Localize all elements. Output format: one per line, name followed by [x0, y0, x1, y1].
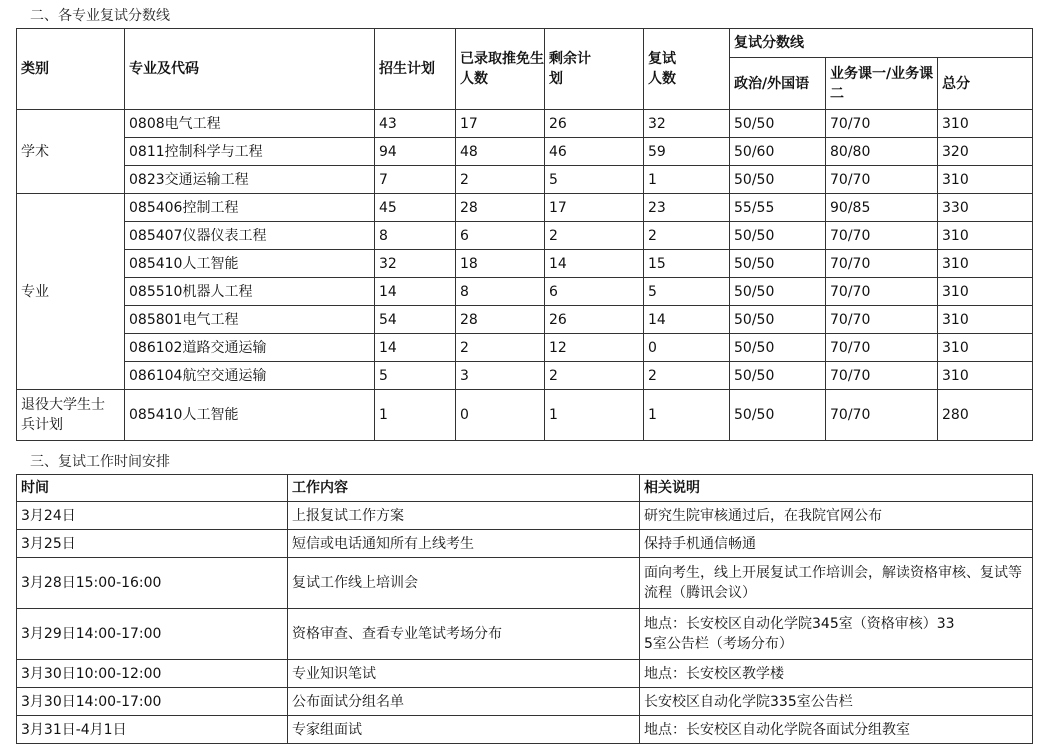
table-row: [17, 660, 1033, 688]
remaining-cell: 2: [545, 362, 644, 390]
politics-cell: 50/50: [730, 278, 826, 306]
remaining-cell: 26: [545, 110, 644, 138]
major-cell: 085407仪器仪表工程: [125, 222, 375, 250]
header-courses: 业务课一/业务课二: [826, 58, 938, 110]
courses-cell: 70/70: [826, 390, 938, 441]
total-cell: 310: [938, 222, 1033, 250]
politics-cell: 50/50: [730, 390, 826, 441]
admitted-cell: 8: [456, 278, 545, 306]
major-cell: 085410人工智能: [125, 250, 375, 278]
table-row: [17, 138, 1033, 166]
content-cell: 专业知识笔试: [288, 660, 640, 688]
note-cell: 研究生院审核通过后，在我院官网公布: [640, 502, 1033, 530]
plan-cell: 45: [375, 194, 456, 222]
major-cell: 086102道路交通运输: [125, 334, 375, 362]
admitted-cell: 2: [456, 334, 545, 362]
header-content: 工作内容: [288, 475, 640, 502]
note-cell: 地点：长安校区自动化学院各面试分组教室: [640, 716, 1033, 744]
remaining-cell: 12: [545, 334, 644, 362]
major-cell: 0823交通运输工程: [125, 166, 375, 194]
admitted-cell: 48: [456, 138, 545, 166]
plan-cell: 14: [375, 278, 456, 306]
courses-cell: 70/70: [826, 306, 938, 334]
remaining-cell: 5: [545, 166, 644, 194]
score-line-table: [16, 28, 1033, 441]
politics-cell: 50/50: [730, 166, 826, 194]
header-category: 类别: [17, 29, 125, 110]
major-cell: 0811控制科学与工程: [125, 138, 375, 166]
time-cell: 3月29日14:00-17:00: [17, 609, 288, 660]
courses-cell: 70/70: [826, 362, 938, 390]
admitted-cell: 2: [456, 166, 545, 194]
admitted-cell: 3: [456, 362, 545, 390]
section3-title: 三、复试工作时间安排: [30, 454, 170, 470]
retest-cell: 2: [644, 362, 730, 390]
plan-cell: 7: [375, 166, 456, 194]
plan-cell: 5: [375, 362, 456, 390]
courses-cell: 70/70: [826, 334, 938, 362]
retest-cell: 23: [644, 194, 730, 222]
table-row: [17, 222, 1033, 250]
remaining-cell: 2: [545, 222, 644, 250]
header-major: 专业及代码: [125, 29, 375, 110]
header-remaining: 剩余计划: [545, 29, 644, 110]
content-cell: 公布面试分组名单: [288, 688, 640, 716]
note-cell: 地点：长安校区教学楼: [640, 660, 1033, 688]
time-cell: 3月28日15:00-16:00: [17, 558, 288, 609]
note-cell: 保持手机通信畅通: [640, 530, 1033, 558]
major-cell: 085410人工智能: [125, 390, 375, 441]
remaining-cell: 6: [545, 278, 644, 306]
content-cell: 短信或电话通知所有上线考生: [288, 530, 640, 558]
header-time: 时间: [17, 475, 288, 502]
table-row: [17, 558, 1033, 609]
time-cell: 3月24日: [17, 502, 288, 530]
header-politics: 政治/外国语: [730, 58, 826, 110]
table-row: [17, 716, 1033, 744]
plan-cell: 8: [375, 222, 456, 250]
politics-cell: 50/50: [730, 222, 826, 250]
admitted-cell: 18: [456, 250, 545, 278]
total-cell: 310: [938, 166, 1033, 194]
retest-cell: 1: [644, 390, 730, 441]
retest-cell: 0: [644, 334, 730, 362]
category-cell: 退役大学生士兵计划: [17, 390, 125, 441]
table-row: [17, 278, 1033, 306]
schedule-table: [16, 474, 1033, 744]
politics-cell: 55/55: [730, 194, 826, 222]
note-cell: 长安校区自动化学院335室公告栏: [640, 688, 1033, 716]
courses-cell: 90/85: [826, 194, 938, 222]
courses-cell: 70/70: [826, 110, 938, 138]
remaining-cell: 26: [545, 306, 644, 334]
header-plan: 招生计划: [375, 29, 456, 110]
retest-cell: 15: [644, 250, 730, 278]
retest-cell: 5: [644, 278, 730, 306]
table-row: [17, 362, 1033, 390]
major-cell: 085801电气工程: [125, 306, 375, 334]
politics-cell: 50/50: [730, 110, 826, 138]
time-cell: 3月31日-4月1日: [17, 716, 288, 744]
table-row: [17, 166, 1033, 194]
table-row: [17, 390, 1033, 441]
note-cell: 地点：长安校区自动化学院345室（资格审核）335室公告栏（考场分布）: [640, 609, 1033, 660]
total-cell: 320: [938, 138, 1033, 166]
category-cell: 专业: [17, 194, 125, 390]
courses-cell: 70/70: [826, 250, 938, 278]
major-cell: 0808电气工程: [125, 110, 375, 138]
table-row: [17, 250, 1033, 278]
remaining-cell: 46: [545, 138, 644, 166]
plan-cell: 1: [375, 390, 456, 441]
plan-cell: 94: [375, 138, 456, 166]
total-cell: 310: [938, 362, 1033, 390]
retest-cell: 59: [644, 138, 730, 166]
table-row: [17, 502, 1033, 530]
politics-cell: 50/50: [730, 334, 826, 362]
time-cell: 3月30日10:00-12:00: [17, 660, 288, 688]
header-scoreline: 复试分数线: [730, 29, 1033, 58]
major-cell: 085510机器人工程: [125, 278, 375, 306]
table-row: [17, 334, 1033, 362]
major-cell: 085406控制工程: [125, 194, 375, 222]
retest-cell: 32: [644, 110, 730, 138]
remaining-cell: 1: [545, 390, 644, 441]
retest-cell: 2: [644, 222, 730, 250]
note-cell: 面向考生，线上开展复试工作培训会，解读资格审核、复试等流程（腾讯会议）: [640, 558, 1033, 609]
table-row: [17, 306, 1033, 334]
admitted-cell: 28: [456, 194, 545, 222]
total-cell: 310: [938, 278, 1033, 306]
remaining-cell: 14: [545, 250, 644, 278]
header-admitted: 已录取推免生人数: [456, 29, 545, 110]
courses-cell: 80/80: [826, 138, 938, 166]
total-cell: 310: [938, 110, 1033, 138]
politics-cell: 50/60: [730, 138, 826, 166]
retest-cell: 14: [644, 306, 730, 334]
politics-cell: 50/50: [730, 362, 826, 390]
admitted-cell: 6: [456, 222, 545, 250]
content-cell: 上报复试工作方案: [288, 502, 640, 530]
admitted-cell: 28: [456, 306, 545, 334]
courses-cell: 70/70: [826, 222, 938, 250]
content-cell: 资格审查、查看专业笔试考场分布: [288, 609, 640, 660]
table-row: [17, 110, 1033, 138]
content-cell: 专家组面试: [288, 716, 640, 744]
total-cell: 310: [938, 250, 1033, 278]
admitted-cell: 17: [456, 110, 545, 138]
admitted-cell: 0: [456, 390, 545, 441]
header-note: 相关说明: [640, 475, 1033, 502]
table-row: [17, 609, 1033, 660]
major-cell: 086104航空交通运输: [125, 362, 375, 390]
courses-cell: 70/70: [826, 278, 938, 306]
plan-cell: 14: [375, 334, 456, 362]
politics-cell: 50/50: [730, 250, 826, 278]
header-retest: 复试人数: [644, 29, 730, 110]
time-cell: 3月30日14:00-17:00: [17, 688, 288, 716]
header-total: 总分: [938, 58, 1033, 110]
politics-cell: 50/50: [730, 306, 826, 334]
category-cell: 学术: [17, 110, 125, 194]
total-cell: 310: [938, 306, 1033, 334]
total-cell: 330: [938, 194, 1033, 222]
total-cell: 310: [938, 334, 1033, 362]
table-row: [17, 688, 1033, 716]
table-row: [17, 194, 1033, 222]
plan-cell: 43: [375, 110, 456, 138]
remaining-cell: 17: [545, 194, 644, 222]
section2-title: 二、各专业复试分数线: [30, 8, 170, 24]
content-cell: 复试工作线上培训会: [288, 558, 640, 609]
plan-cell: 54: [375, 306, 456, 334]
total-cell: 280: [938, 390, 1033, 441]
plan-cell: 32: [375, 250, 456, 278]
table-row: [17, 530, 1033, 558]
courses-cell: 70/70: [826, 166, 938, 194]
retest-cell: 1: [644, 166, 730, 194]
time-cell: 3月25日: [17, 530, 288, 558]
